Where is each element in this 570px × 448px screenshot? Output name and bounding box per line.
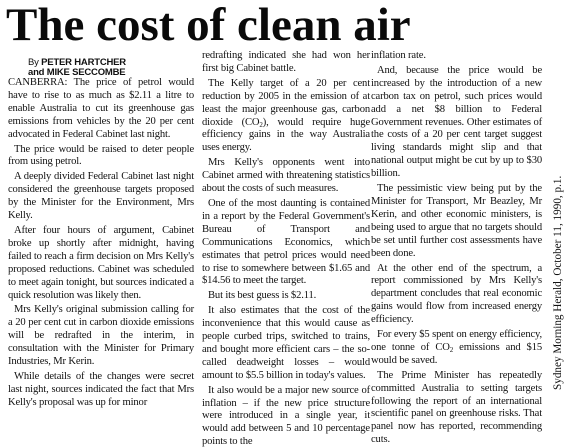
paragraph: The price would be raised to deter people from using petrol. [8,143,194,168]
source-credit-text: Sydney Morning Herald, October 11, 1990, p.1. [552,175,564,390]
paragraph: But its best guess is $2.11. [208,290,317,302]
paragraph: A deeply divided Federal Cabinet last night considered the greenhouse targets proposed by the Minister for the Environment, Mrs Kelly. [8,171,194,222]
byline-author-2: and MIKE SECCOMBE [28,67,126,78]
paragraph: After four hours of argument, Cabinet broke up shortly after midnight, having failed to reach a firm decision on Mrs Kelly's proposed reductions. Cabinet was scheduled to meet again tonight, but sources indicated a quick resolution was likely then. [8,224,194,301]
paragraph: The Kelly target of a 20 per cent reduction by 2005 in the emission of at least the major greenhouse gas, carbon dioxide $(CO_2)$, would require huge efficiency gains in the way Australia uses energy. [202,77,370,154]
paragraph: Mrs Kelly's opponents went into Cabinet armed with threatening statistics about the costs of such measures. [202,157,370,195]
article-column-3 [371,50,542,448]
byline-prefix: By [28,57,42,68]
paragraph: Mrs Kelly's original submission calling for a 20 per cent cut in carbon dioxide emissions will be redrafted in the interim, in consultation with the Minister for Primary Industries, Mr Kerin. [8,304,194,368]
source-credit [551,90,565,390]
paragraph: redrafting indicated she had won her first big Cabinet battle. [202,50,370,74]
article-column-2 [202,50,370,448]
paragraph: The pessimistic view being put by the Minister for Transport, Mr Beazley, Mr Kerin, and other economic ministers, is being used to argue that no targets should be set until further cost assessments have been done. [371,183,542,259]
paragraph: While details of the changes were secret last night, sources indicated the fact that Mrs Kelly's proposal was up for minor [8,370,194,408]
paragraph: The Prime Minister has repeatedly committed Australia to setting targets following the report of an international scientific panel on greenhouse risks. That panel now has reported, recommending cuts. [371,369,542,446]
paragraph: And, because the price would be increased by the introduction of a new carbon tax on petrol, such prices would add a net $8 billion to Federal Government revenues. Other estimates of the costs of a 20 per cent target suggest living standards might slip and that national output might be cut by up to $30 billion. [371,64,542,180]
paragraph: At the other end of the spectrum, a report commissioned by Mrs Kelly's department concludes that real economic gains would flow from increased energy efficiency. [371,262,542,326]
paragraph: One of the most daunting is contained in a report by the Federal Government's Bureau of Transport and Communications Economics, which estimates that petrol prices would need to rise to somewhere between $1.65 and $14.56 to meet the target. [202,197,370,287]
paragraph: CANBERRA: The price of petrol would have to rise to as much as $2.11 a litre to enable Australia to cut its greenhouse gas emissions from vehicles by the 20 per cent advocated in Federal Cabinet last night. [8,77,194,140]
paragraph: For every $5 spent on energy efficiency, one tonne of $CO_2$ emissions and $15 would be saved. [371,329,542,366]
paragraph: It also would be a major new source of inflation – if the new price structure were introduced in a single year, it would add between 5 and 10 percentage points to the [202,384,370,448]
byline-author-1: PETER HARTCHER [41,57,126,68]
headline: The cost of clean air [6,0,411,51]
paragraph: inflation rate. [371,50,426,61]
article-column-1 [8,77,194,412]
paragraph: It also estimates that the cost of the inconvenience that this would cause as people curbed trips, switched to trains, and bought more efficient cars – the so-called deadweight losses – would amount to $5.5 billion in today's values. [202,305,370,381]
